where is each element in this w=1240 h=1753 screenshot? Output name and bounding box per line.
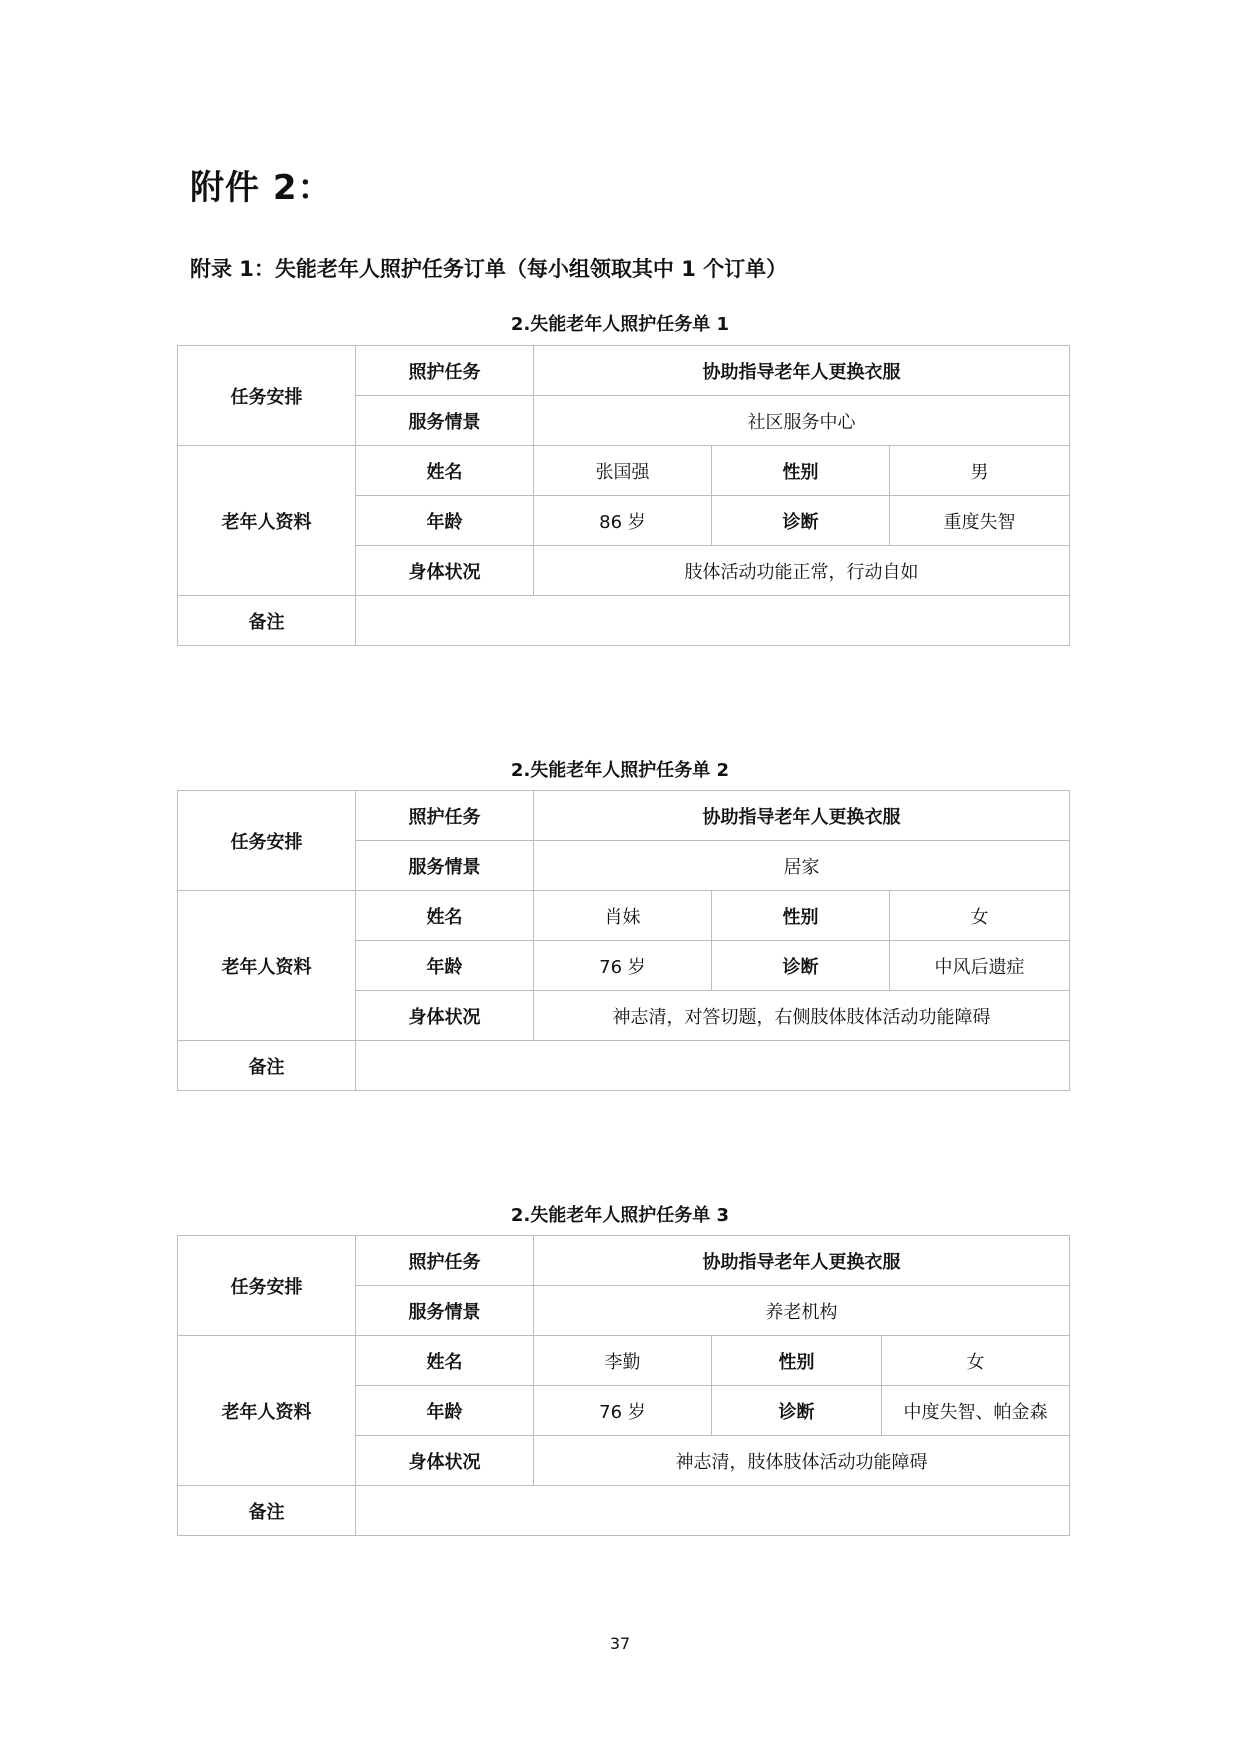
gender-value: 男 [890, 446, 1070, 496]
care-task-label: 照护任务 [356, 346, 534, 396]
remarks-label: 备注 [178, 596, 356, 646]
section-task-label: 任务安排 [178, 346, 356, 446]
diagnosis-label: 诊断 [712, 1386, 882, 1436]
service-scene-label: 服务情景 [356, 396, 534, 446]
name-value: 肖妹 [534, 891, 712, 941]
care-task-label: 照护任务 [356, 1236, 534, 1286]
name-label: 姓名 [356, 1336, 534, 1386]
order-caption-3: 2.失能老年人照护任务单 3 [510, 1205, 730, 1226]
section-task-label: 任务安排 [178, 791, 356, 891]
name-label: 姓名 [356, 446, 534, 496]
age-value: 76 岁 [534, 1386, 712, 1436]
remarks-value [356, 1041, 1070, 1091]
name-value: 李勤 [534, 1336, 712, 1386]
diagnosis-label: 诊断 [712, 496, 890, 546]
condition-value: 神志清，肢体肢体活动功能障碍 [534, 1436, 1070, 1486]
service-scene-value: 居家 [534, 841, 1070, 891]
diagnosis-value: 中度失智、帕金森 [882, 1386, 1070, 1436]
age-label: 年龄 [356, 1386, 534, 1436]
age-value: 86 岁 [534, 496, 712, 546]
remarks-value [356, 596, 1070, 646]
gender-label: 性别 [712, 446, 890, 496]
page-heading: 附件 2： [190, 168, 333, 208]
service-scene-value: 养老机构 [534, 1286, 1070, 1336]
page-number: 37 [609, 1634, 631, 1653]
gender-value: 女 [882, 1336, 1070, 1386]
diagnosis-value: 重度失智 [890, 496, 1070, 546]
service-scene-label: 服务情景 [356, 1286, 534, 1336]
order-caption-2: 2.失能老年人照护任务单 2 [510, 760, 730, 781]
care-task-value: 协助指导老年人更换衣服 [534, 1236, 1070, 1286]
care-task-label: 照护任务 [356, 791, 534, 841]
order-table-2 [177, 790, 1070, 1091]
diagnosis-label: 诊断 [712, 941, 890, 991]
service-scene-label: 服务情景 [356, 841, 534, 891]
service-scene-value: 社区服务中心 [534, 396, 1070, 446]
age-label: 年龄 [356, 941, 534, 991]
condition-value: 神志清，对答切题，右侧肢体肢体活动功能障碍 [534, 991, 1070, 1041]
order-caption-1: 2.失能老年人照护任务单 1 [510, 314, 730, 335]
age-value: 76 岁 [534, 941, 712, 991]
section-profile-label: 老年人资料 [178, 446, 356, 596]
care-task-value: 协助指导老年人更换衣服 [534, 791, 1070, 841]
order-table-1 [177, 345, 1070, 646]
name-value: 张国强 [534, 446, 712, 496]
condition-label: 身体状况 [356, 546, 534, 596]
section-profile-label: 老年人资料 [178, 1336, 356, 1486]
name-label: 姓名 [356, 891, 534, 941]
care-task-value: 协助指导老年人更换衣服 [534, 346, 1070, 396]
gender-label: 性别 [712, 891, 890, 941]
gender-label: 性别 [712, 1336, 882, 1386]
remarks-label: 备注 [178, 1041, 356, 1091]
gender-value: 女 [890, 891, 1070, 941]
section-profile-label: 老年人资料 [178, 891, 356, 1041]
condition-label: 身体状况 [356, 1436, 534, 1486]
remarks-label: 备注 [178, 1486, 356, 1536]
condition-label: 身体状况 [356, 991, 534, 1041]
condition-value: 肢体活动功能正常，行动自如 [534, 546, 1070, 596]
diagnosis-value: 中风后遗症 [890, 941, 1070, 991]
order-table-3 [177, 1235, 1070, 1536]
appendix-title: 附录 1：失能老年人照护任务订单（每小组领取其中 1 个订单） [190, 257, 788, 281]
age-label: 年龄 [356, 496, 534, 546]
remarks-value [356, 1486, 1070, 1536]
section-task-label: 任务安排 [178, 1236, 356, 1336]
